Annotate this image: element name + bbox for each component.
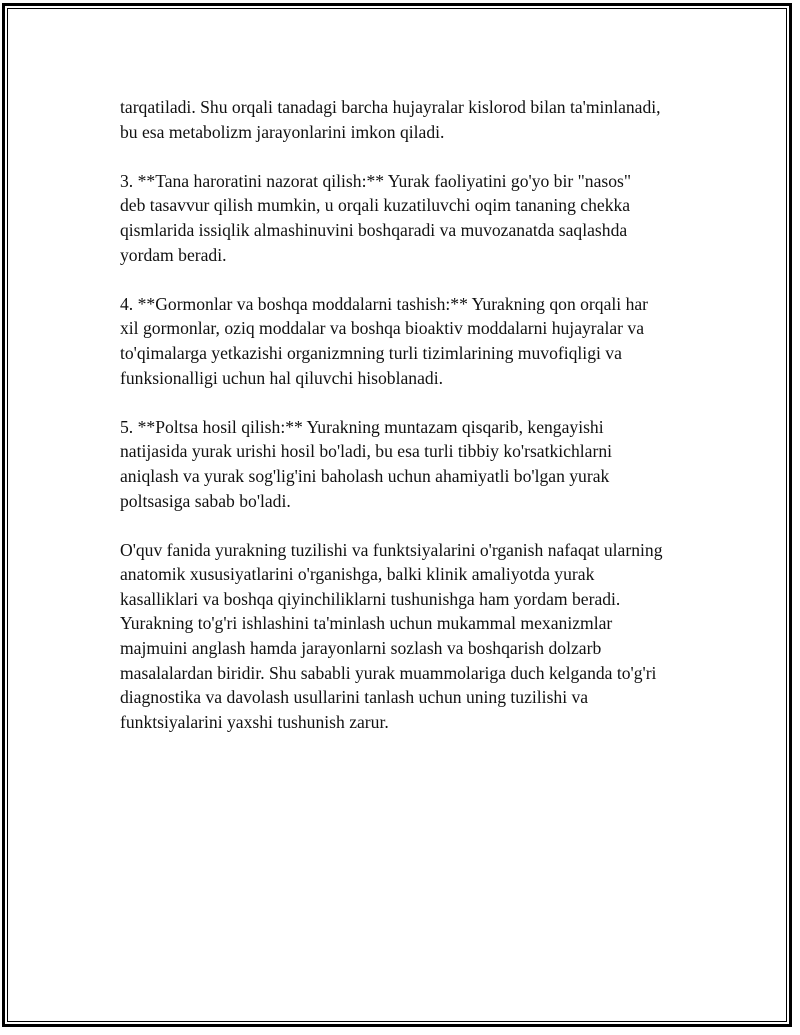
paragraph-item-4: 4. **Gormonlar va boshqa moddalarni tashish:** Yurakning qon orqali har xil gormonlar, oziq moddalar va boshqa bioaktiv moddalarni hujayralar va to'qimalarga yetkazishi organizmning turli tizimlarining muvofiqligi va funksionalligi uchun hal qiluvchi hisoblanadi. (120, 293, 649, 388)
paragraph-item-3: 3. **Tana haroratini nazorat qilish:** Yurak faoliyatini go'yo bir "nasos" deb tasavvur qilish mumkin, u orqali kuzatiluvchi oqim tananing chekka qismlarida issiqlik almashinuvini boshqaradi va muvozanatda saqlashda yordam beradi. (120, 170, 632, 265)
paragraph-conclusion: O'quv fanida yurakning tuzilishi va funktsiyalarini o'rganish nafaqat ularning anatomik xususiyatlarini o'rganishga, balki klinik amaliyotda yurak kasalliklari va boshqa qiyinchiliklarni tushunishga ham yordam beradi. Yurakning to'g'ri ishlashini ta'minlash uchun mukammal mexanizmlar majmuini anglash hamda jarayonlarni sozlash va boshqarish dolzarb masalalardan biridir. Shu sababli yurak muammolariga duch kelganda to'g'ri diagnostika va davolash usullarini tanlash uchun uning tuzilishi va funktsiyalarini yaxshi tushunish zarur. (120, 539, 663, 732)
document-body (120, 95, 700, 759)
paragraph-continuation: tarqatiladi. Shu orqali tanadagi barcha hujayralar kislorod bilan ta'minlanadi, bu esa metabolizm jarayonlarini imkon qiladi. (120, 97, 661, 142)
paragraph-item-5: 5. **Poltsa hosil qilish:** Yurakning muntazam qisqarib, kengayishi natijasida yurak urishi hosil bo'ladi, bu esa turli tibbiy ko'rsatkichlarni aniqlash va yurak sog'lig'ini baholash uchun ahamiyatli bo'lgan yurak poltsasiga sabab bo'ladi. (120, 416, 613, 511)
page-border (2, 3, 792, 1027)
